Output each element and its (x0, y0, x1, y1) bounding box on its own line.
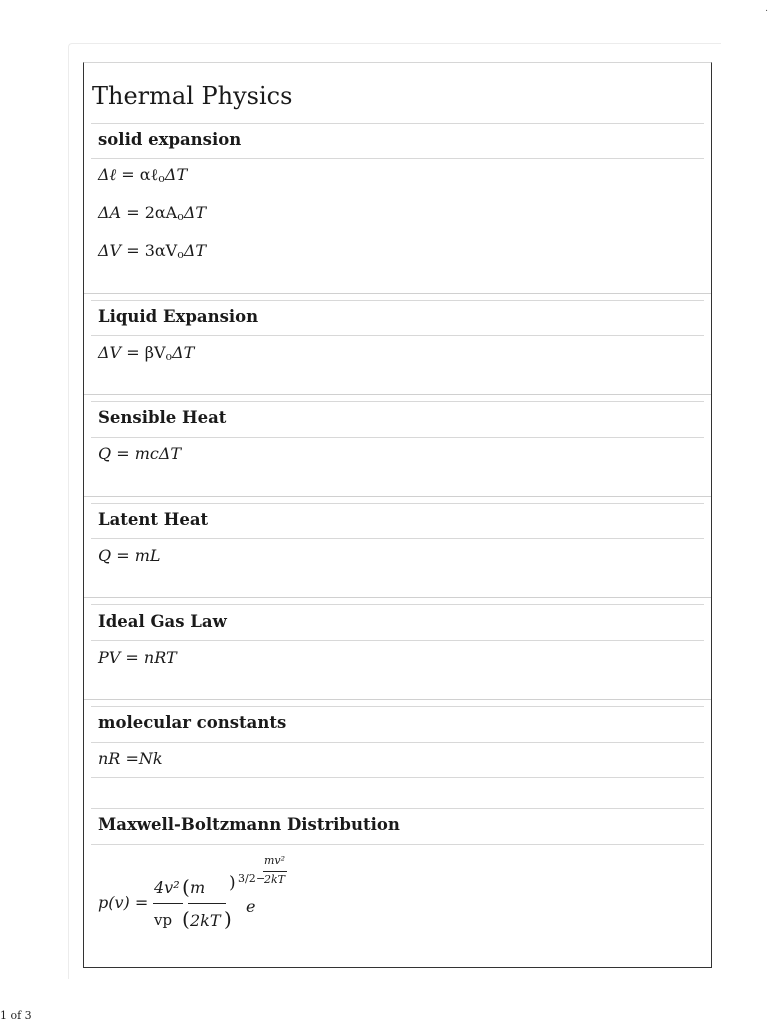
formula-area-expansion: $\Delta A = 2\alpha A_o\Delta T$ (98, 203, 207, 223)
section-separator (84, 597, 711, 598)
mb-denominator-1: vp (154, 911, 173, 929)
divider (91, 777, 704, 778)
mb-numerator-2: m (190, 878, 206, 897)
mb-paren-left-top: ( (182, 875, 190, 899)
section-separator (84, 699, 711, 700)
formula-volume-expansion: $\Delta V = 3\alpha V_o\Delta T$ (98, 241, 207, 261)
mb-lhs: p(v) = (98, 893, 149, 912)
mb-paren-right-top: ) (229, 873, 236, 893)
divider (91, 844, 704, 845)
page-title: Thermal Physics (92, 82, 293, 110)
formula-linear-expansion: Δℓ = αℓ$_o$ΔT (98, 165, 188, 185)
formula-molecular-constants: nR =Nk (98, 749, 163, 768)
divider (91, 604, 704, 605)
mb-exp-denominator: 2kT (264, 873, 286, 886)
divider (91, 538, 704, 539)
formula-maxwell-boltzmann (98, 847, 338, 937)
mb-exp-base: e (246, 897, 256, 916)
section-separator (84, 293, 711, 294)
mb-numerator-1: 4v² (154, 878, 180, 897)
formula-latent-heat: Q = mL (98, 546, 161, 565)
corner-mark: . (765, 4, 768, 14)
divider (91, 437, 704, 438)
divider (91, 640, 704, 641)
section-title-sensible-heat: Sensible Heat (98, 408, 227, 427)
mb-power: 3/2 (238, 872, 256, 885)
formula-card (83, 62, 712, 968)
mb-paren-left-bottom: ( (182, 907, 190, 931)
section-separator (84, 496, 711, 497)
divider (91, 335, 704, 336)
divider (91, 300, 704, 301)
formula-sensible-heat: Q = mcΔT (98, 444, 182, 463)
section-title-molecular-constants: molecular constants (98, 713, 287, 732)
divider (91, 808, 704, 809)
mb-exp-numerator: mv² (264, 854, 286, 867)
divider (91, 123, 704, 124)
divider (91, 158, 704, 159)
mb-exp-sign: − (256, 872, 266, 885)
mb-paren-right-bottom: ) (224, 907, 232, 931)
section-title-latent-heat: Latent Heat (98, 510, 209, 529)
mb-fraction-bar-2 (188, 903, 226, 904)
divider (91, 742, 704, 743)
divider (91, 401, 704, 402)
section-title-liquid-expansion: Liquid Expansion (98, 307, 259, 326)
section-title-ideal-gas-law: Ideal Gas Law (98, 612, 227, 631)
formula-liquid-expansion: $\Delta V = \beta V_o\Delta T$ (98, 343, 195, 363)
formula-ideal-gas-law: PV = nRT (98, 648, 177, 667)
mb-denominator-2: 2kT (190, 911, 221, 930)
mb-exp-fraction-bar (263, 871, 287, 872)
mb-fraction-bar-1 (153, 903, 183, 904)
divider (91, 706, 704, 707)
section-separator (84, 394, 711, 395)
section-title-maxwell-boltzmann: Maxwell-Boltzmann Distribution (98, 815, 400, 834)
section-title-solid-expansion: solid expansion (98, 130, 242, 149)
page-counter: 1 of 3 (0, 1009, 32, 1022)
divider (91, 503, 704, 504)
